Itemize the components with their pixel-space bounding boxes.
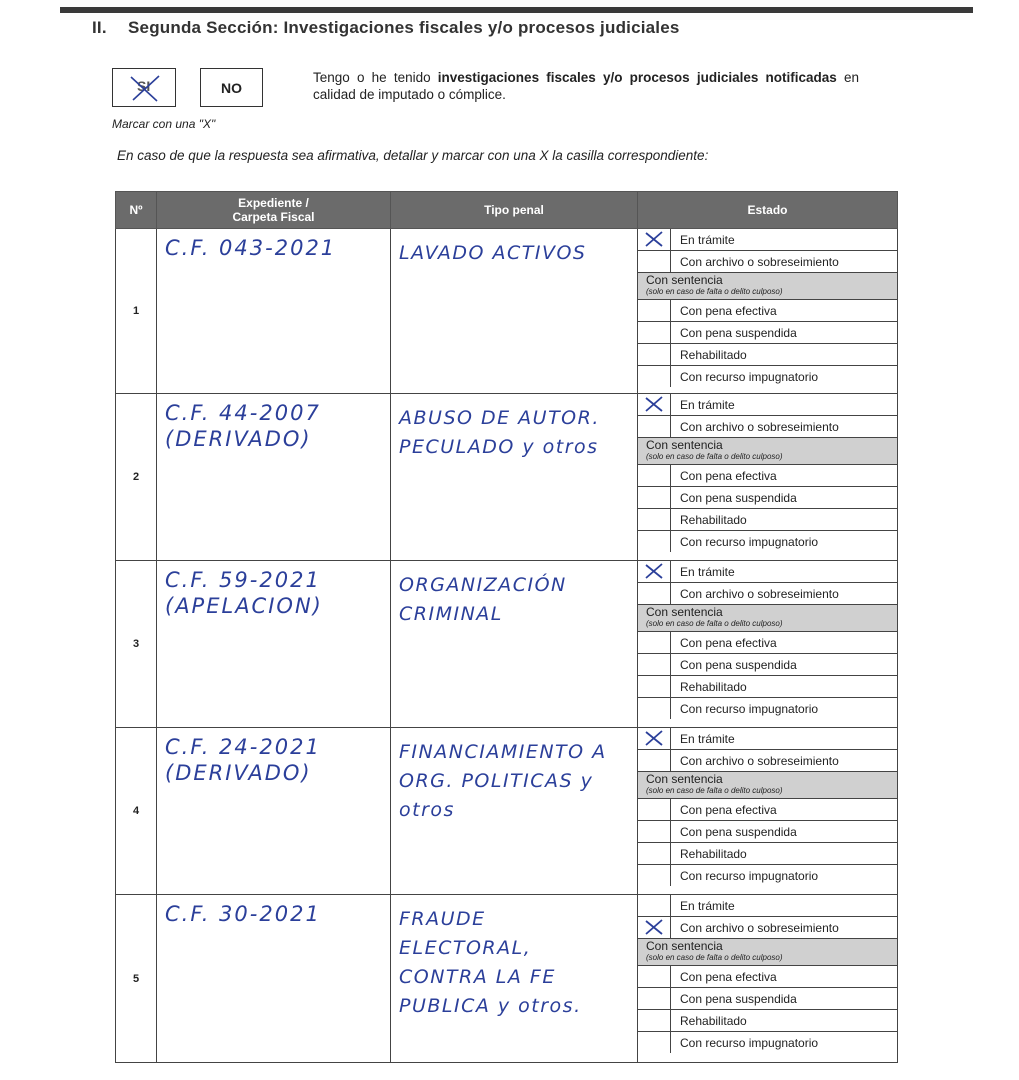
si-label: SI <box>137 78 151 94</box>
tipo-penal-cell[interactable] <box>391 728 638 895</box>
label-archivo: Con archivo o sobreseimiento <box>671 750 898 772</box>
estado-options <box>638 394 897 552</box>
con-sentencia-note: (solo en caso de falta o delito culposo) <box>646 786 783 795</box>
handwritten-x-mark-icon <box>643 231 665 248</box>
checkbox-rehabilitado[interactable] <box>638 344 671 366</box>
checkbox-recurso[interactable] <box>638 698 671 720</box>
checkbox-en-tramite[interactable] <box>638 561 671 583</box>
header-expediente-line1: Expediente / <box>238 196 309 210</box>
section-title <box>92 18 680 38</box>
section-title-text: Segunda Sección: Investigaciones fiscales y/o procesos judiciales <box>128 18 680 37</box>
statement-bold: investigaciones fiscales y/o procesos judiciales notificadas <box>437 70 837 85</box>
expediente-handwriting <box>165 400 321 452</box>
label-recurso: Con recurso impugnatorio <box>680 701 819 716</box>
label-archivo: Con archivo o sobreseimiento <box>671 416 898 438</box>
tipo-penal-handwriting <box>399 738 607 825</box>
label-pena-efectiva: Con pena efectiva <box>671 632 898 654</box>
checkbox-recurso[interactable] <box>638 865 671 887</box>
checkbox-rehabilitado[interactable] <box>638 509 671 531</box>
expediente-cell[interactable] <box>157 394 391 561</box>
checkbox-en-tramite[interactable] <box>638 229 671 251</box>
handwritten-x-mark-icon <box>643 730 665 747</box>
tipo-penal-handwriting <box>399 404 600 491</box>
table-row <box>116 728 898 895</box>
label-rehabilitado: Rehabilitado <box>671 676 898 698</box>
con-sentencia-note: (solo en caso de falta o delito culposo) <box>646 287 783 296</box>
checkbox-archivo[interactable] <box>638 583 671 605</box>
header-expediente <box>157 192 391 229</box>
investigations-table <box>115 191 898 1063</box>
label-rehabilitado: Rehabilitado <box>671 843 898 865</box>
expediente-line-1: C.F. 44-2007 <box>165 401 321 425</box>
checkbox-recurso[interactable] <box>638 366 671 388</box>
checkbox-pena-efectiva[interactable] <box>638 966 671 988</box>
expediente-handwriting <box>165 734 321 786</box>
estado-cell <box>638 561 898 728</box>
label-archivo: Con archivo o sobreseimiento <box>671 251 898 273</box>
label-rehabilitado: Rehabilitado <box>671 509 898 531</box>
handwritten-x-mark-icon <box>643 919 665 936</box>
checkbox-recurso[interactable] <box>638 531 671 553</box>
label-pena-suspendida: Con pena suspendida <box>671 988 898 1010</box>
label-en-tramite: En trámite <box>671 561 898 583</box>
tipo-line-3: otros <box>399 799 455 821</box>
expediente-handwriting <box>165 235 336 261</box>
expediente-line-1: C.F. 30-2021 <box>165 902 321 926</box>
checkbox-en-tramite[interactable] <box>638 394 671 416</box>
no-checkbox[interactable] <box>200 68 263 107</box>
checkbox-en-tramite[interactable] <box>638 728 671 750</box>
label-en-tramite: En trámite <box>671 895 898 917</box>
tipo-line-2: PECULADO y otros <box>399 436 599 458</box>
label-rehabilitado: Rehabilitado <box>671 1010 898 1032</box>
header-num: Nº <box>116 192 157 229</box>
estado-cell <box>638 394 898 561</box>
estado-options <box>638 895 897 1053</box>
label-en-tramite: En trámite <box>671 229 898 251</box>
checkbox-pena-efectiva[interactable] <box>638 465 671 487</box>
con-sentencia-note: (solo en caso de falta o delito culposo) <box>646 619 783 628</box>
row-number-text: 5 <box>132 972 140 985</box>
con-sentencia-label: Con sentencia <box>646 273 723 287</box>
row-number <box>116 561 157 728</box>
tipo-penal-handwriting <box>399 905 582 1021</box>
expediente-cell[interactable] <box>157 561 391 728</box>
si-checkbox[interactable] <box>112 68 176 107</box>
checkbox-recurso[interactable] <box>638 1032 671 1054</box>
checkbox-archivo[interactable] <box>638 917 671 939</box>
row-number-text: 3 <box>132 638 140 650</box>
checkbox-archivo[interactable] <box>638 251 671 273</box>
label-recurso: Con recurso impugnatorio <box>680 534 819 549</box>
tipo-penal-cell[interactable] <box>391 895 638 1063</box>
checkbox-en-tramite[interactable] <box>638 895 671 917</box>
checkbox-pena-suspendida[interactable] <box>638 654 671 676</box>
tipo-penal-handwriting <box>399 239 586 326</box>
expediente-line-1: C.F. 043-2021 <box>165 236 337 260</box>
label-pena-suspendida: Con pena suspendida <box>671 654 898 676</box>
table-row <box>116 229 898 394</box>
row-number <box>116 895 157 1063</box>
con-sentencia-label: Con sentencia <box>646 939 723 953</box>
estado-cell <box>638 229 898 394</box>
con-sentencia-label: Con sentencia <box>646 438 723 452</box>
row-number <box>116 229 157 394</box>
expediente-cell[interactable] <box>157 229 391 394</box>
checkbox-pena-suspendida[interactable] <box>638 322 671 344</box>
handwritten-x-mark-icon <box>643 396 665 413</box>
expediente-line-2: (APELACION) <box>165 594 323 618</box>
checkbox-rehabilitado[interactable] <box>638 843 671 865</box>
handwritten-x-mark-icon <box>113 69 175 106</box>
no-label: NO <box>221 79 242 96</box>
expediente-line-2: (DERIVADO) <box>165 427 312 451</box>
checkbox-archivo[interactable] <box>638 750 671 772</box>
label-pena-efectiva: Con pena efectiva <box>671 799 898 821</box>
tipo-line-2: ELECTORAL, <box>399 937 532 959</box>
expediente-handwriting <box>165 901 321 927</box>
tipo-line-2: ORG. POLITICAS y <box>399 770 594 792</box>
instruction-text: En caso de que la respuesta sea afirmativa, detallar y marcar con una X la casilla correspondiente: <box>117 148 709 163</box>
checkbox-pena-suspendida[interactable] <box>638 821 671 843</box>
tipo-line-1: FINANCIAMIENTO A <box>399 741 607 763</box>
label-en-tramite: En trámite <box>671 728 898 750</box>
section-number: II. <box>92 18 107 37</box>
label-recurso: Con recurso impugnatorio <box>680 369 819 384</box>
con-sentencia-header <box>638 438 897 465</box>
label-rehabilitado: Rehabilitado <box>671 344 898 366</box>
table-row <box>116 394 898 561</box>
tipo-line-1: LAVADO ACTIVOS <box>399 242 587 264</box>
con-sentencia-header <box>638 273 897 300</box>
con-sentencia-label: Con sentencia <box>646 772 723 786</box>
statement-pre: Tengo o he tenido <box>313 70 438 85</box>
expediente-line-1: C.F. 24-2021 <box>165 735 321 759</box>
checkbox-archivo[interactable] <box>638 416 671 438</box>
tipo-penal-cell[interactable] <box>391 394 638 561</box>
tipo-line-1: ORGANIZACIÓN <box>399 574 567 596</box>
label-pena-efectiva: Con pena efectiva <box>671 465 898 487</box>
tipo-penal-cell[interactable] <box>391 561 638 728</box>
label-pena-suspendida: Con pena suspendida <box>671 487 898 509</box>
mark-hint: Marcar con una "X" <box>112 117 216 131</box>
handwritten-x-mark-icon <box>643 563 665 580</box>
estado-options <box>638 229 897 387</box>
estado-cell <box>638 728 898 895</box>
checkbox-pena-efectiva[interactable] <box>638 300 671 322</box>
expediente-handwriting <box>165 567 323 619</box>
con-sentencia-label: Con sentencia <box>646 605 723 619</box>
table-header-row <box>116 192 898 229</box>
tipo-line-1: FRAUDE <box>399 908 486 930</box>
table-row <box>116 895 898 1063</box>
estado-options <box>638 561 897 719</box>
con-sentencia-header <box>638 605 897 632</box>
tipo-line-1: ABUSO DE AUTOR. <box>399 407 600 429</box>
label-pena-suspendida: Con pena suspendida <box>671 821 898 843</box>
expediente-line-1: C.F. 59-2021 <box>165 568 321 592</box>
label-pena-efectiva: Con pena efectiva <box>671 300 898 322</box>
expediente-line-2: (DERIVADO) <box>165 761 312 785</box>
row-number-text: 2 <box>132 471 140 483</box>
tipo-penal-cell[interactable] <box>391 229 638 394</box>
con-sentencia-header <box>638 939 897 966</box>
checkbox-rehabilitado[interactable] <box>638 1010 671 1032</box>
header-tipo: Tipo penal <box>391 192 638 229</box>
checkbox-rehabilitado[interactable] <box>638 676 671 698</box>
table-row <box>116 561 898 728</box>
checkbox-pena-efectiva[interactable] <box>638 799 671 821</box>
expediente-cell[interactable] <box>157 895 391 1063</box>
top-rule <box>60 7 973 13</box>
con-sentencia-header <box>638 772 897 799</box>
statement-post: en calidad de imputado o cómplice. <box>313 70 859 102</box>
row-number-text: 4 <box>132 805 140 817</box>
label-archivo: Con archivo o sobreseimiento <box>671 583 898 605</box>
expediente-cell[interactable] <box>157 728 391 895</box>
label-pena-efectiva: Con pena efectiva <box>671 966 898 988</box>
header-estado: Estado <box>638 192 898 229</box>
label-pena-suspendida: Con pena suspendida <box>671 322 898 344</box>
row-number <box>116 728 157 895</box>
con-sentencia-note: (solo en caso de falta o delito culposo) <box>646 452 783 461</box>
checkbox-pena-efectiva[interactable] <box>638 632 671 654</box>
row-number <box>116 394 157 561</box>
checkbox-pena-suspendida[interactable] <box>638 487 671 509</box>
tipo-penal-handwriting <box>399 571 567 658</box>
tipo-line-2: CRIMINAL <box>399 603 503 625</box>
label-archivo: Con archivo o sobreseimiento <box>671 917 898 939</box>
con-sentencia-note: (solo en caso de falta o delito culposo) <box>646 953 783 962</box>
estado-cell <box>638 895 898 1063</box>
row-number-text: 1 <box>132 305 140 317</box>
label-en-tramite: En trámite <box>671 394 898 416</box>
checkbox-pena-suspendida[interactable] <box>638 988 671 1010</box>
label-recurso: Con recurso impugnatorio <box>680 868 819 883</box>
tipo-line-4: PUBLICA y otros. <box>399 995 582 1017</box>
statement-text <box>313 69 859 103</box>
header-expediente-line2: Carpeta Fiscal <box>232 210 315 224</box>
estado-options <box>638 728 897 886</box>
tipo-line-3: CONTRA LA FE <box>399 966 556 988</box>
label-recurso: Con recurso impugnatorio <box>680 1035 819 1050</box>
